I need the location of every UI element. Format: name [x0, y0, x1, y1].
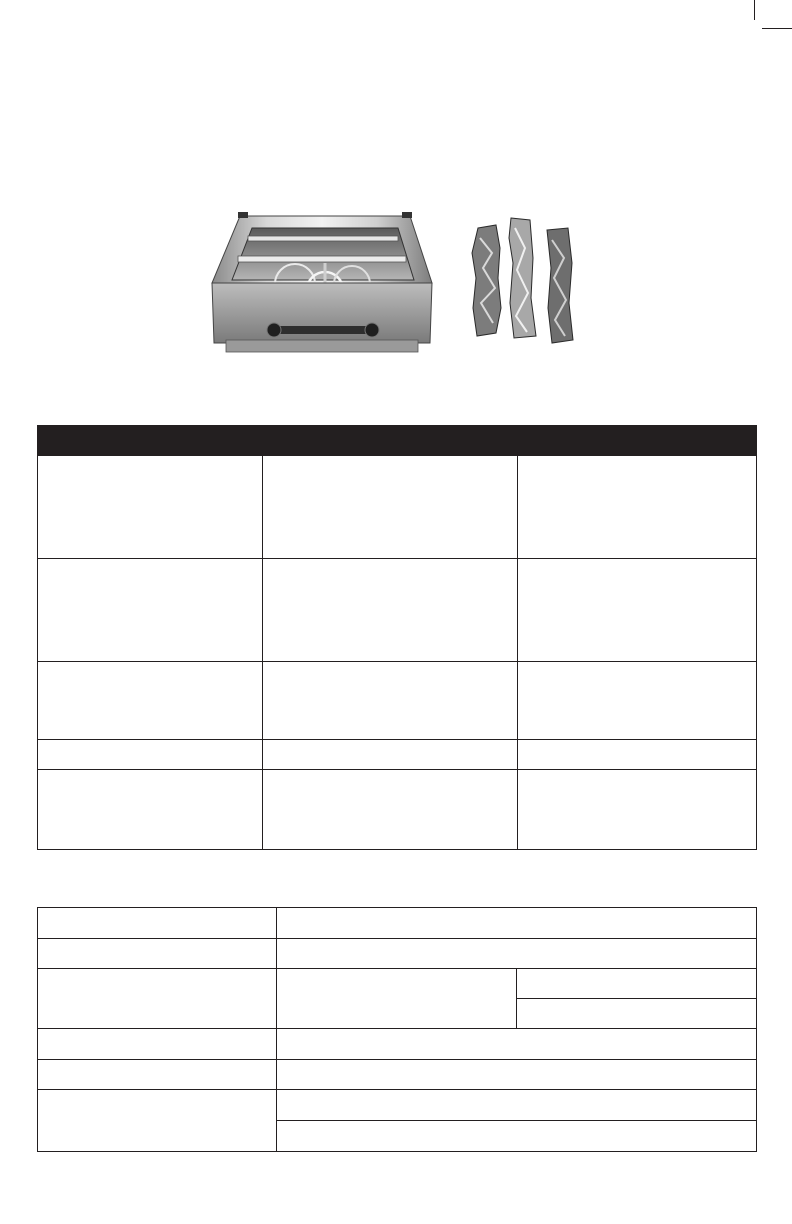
table-cell [263, 662, 518, 740]
table-cell [518, 770, 757, 850]
product-photos [200, 208, 600, 358]
spec-row [38, 939, 757, 969]
foil-strip-right [547, 228, 573, 343]
right-knob [365, 323, 379, 337]
spec-label [38, 939, 277, 969]
basket-handle-front [238, 256, 406, 262]
table-cell [38, 559, 263, 662]
main-table-header-cell [263, 426, 518, 456]
table-row [38, 770, 757, 850]
foil-strip-left [472, 225, 501, 336]
table-cell [38, 456, 263, 559]
cleaner-base [226, 340, 418, 352]
main-table [37, 425, 757, 850]
spec-label [38, 908, 277, 939]
corner-foot-tl [238, 212, 248, 218]
table-cell [263, 559, 518, 662]
crop-mark-horizontal [762, 28, 792, 29]
table-row [38, 456, 757, 559]
main-table-header-cell [38, 426, 263, 456]
foil-test-strips-photo [472, 218, 573, 343]
spec-value [277, 908, 757, 939]
table-cell [518, 662, 757, 740]
table-row [38, 662, 757, 740]
spec-row [38, 1060, 757, 1090]
spec-row [38, 1090, 757, 1121]
spec-label [38, 1060, 277, 1090]
table-cell [518, 740, 757, 770]
left-knob [267, 323, 281, 337]
foil-strip-middle [509, 218, 536, 338]
spec-subvalue [517, 999, 757, 1029]
spec-row [38, 1029, 757, 1060]
main-table-header-cell [518, 426, 757, 456]
crop-mark-vertical [754, 0, 755, 20]
spec-row [38, 969, 757, 999]
spec-table [37, 907, 757, 1152]
table-row [38, 740, 757, 770]
spec-value [277, 1029, 757, 1060]
table-cell [518, 559, 757, 662]
control-strip [278, 326, 378, 334]
spec-value [277, 939, 757, 969]
photo-canvas [200, 208, 600, 358]
table-cell [38, 740, 263, 770]
spec-row [38, 908, 757, 939]
ultrasonic-cleaner-photo [212, 212, 432, 352]
spec-label [38, 1090, 277, 1152]
basket-handle-rear [248, 236, 398, 241]
spec-label [38, 1029, 277, 1060]
table-row [38, 559, 757, 662]
spec-value [277, 1060, 757, 1090]
main-table-header-row [38, 426, 757, 456]
table-cell [263, 456, 518, 559]
table-cell [263, 740, 518, 770]
spec-label [38, 969, 277, 1029]
table-cell [263, 770, 518, 850]
spec-value [277, 1121, 757, 1152]
table-cell [518, 456, 757, 559]
corner-foot-tr [402, 212, 412, 218]
spec-subvalue [517, 969, 757, 999]
spec-value [277, 969, 517, 1029]
spec-value [277, 1090, 757, 1121]
table-cell [38, 662, 263, 740]
table-cell [38, 770, 263, 850]
